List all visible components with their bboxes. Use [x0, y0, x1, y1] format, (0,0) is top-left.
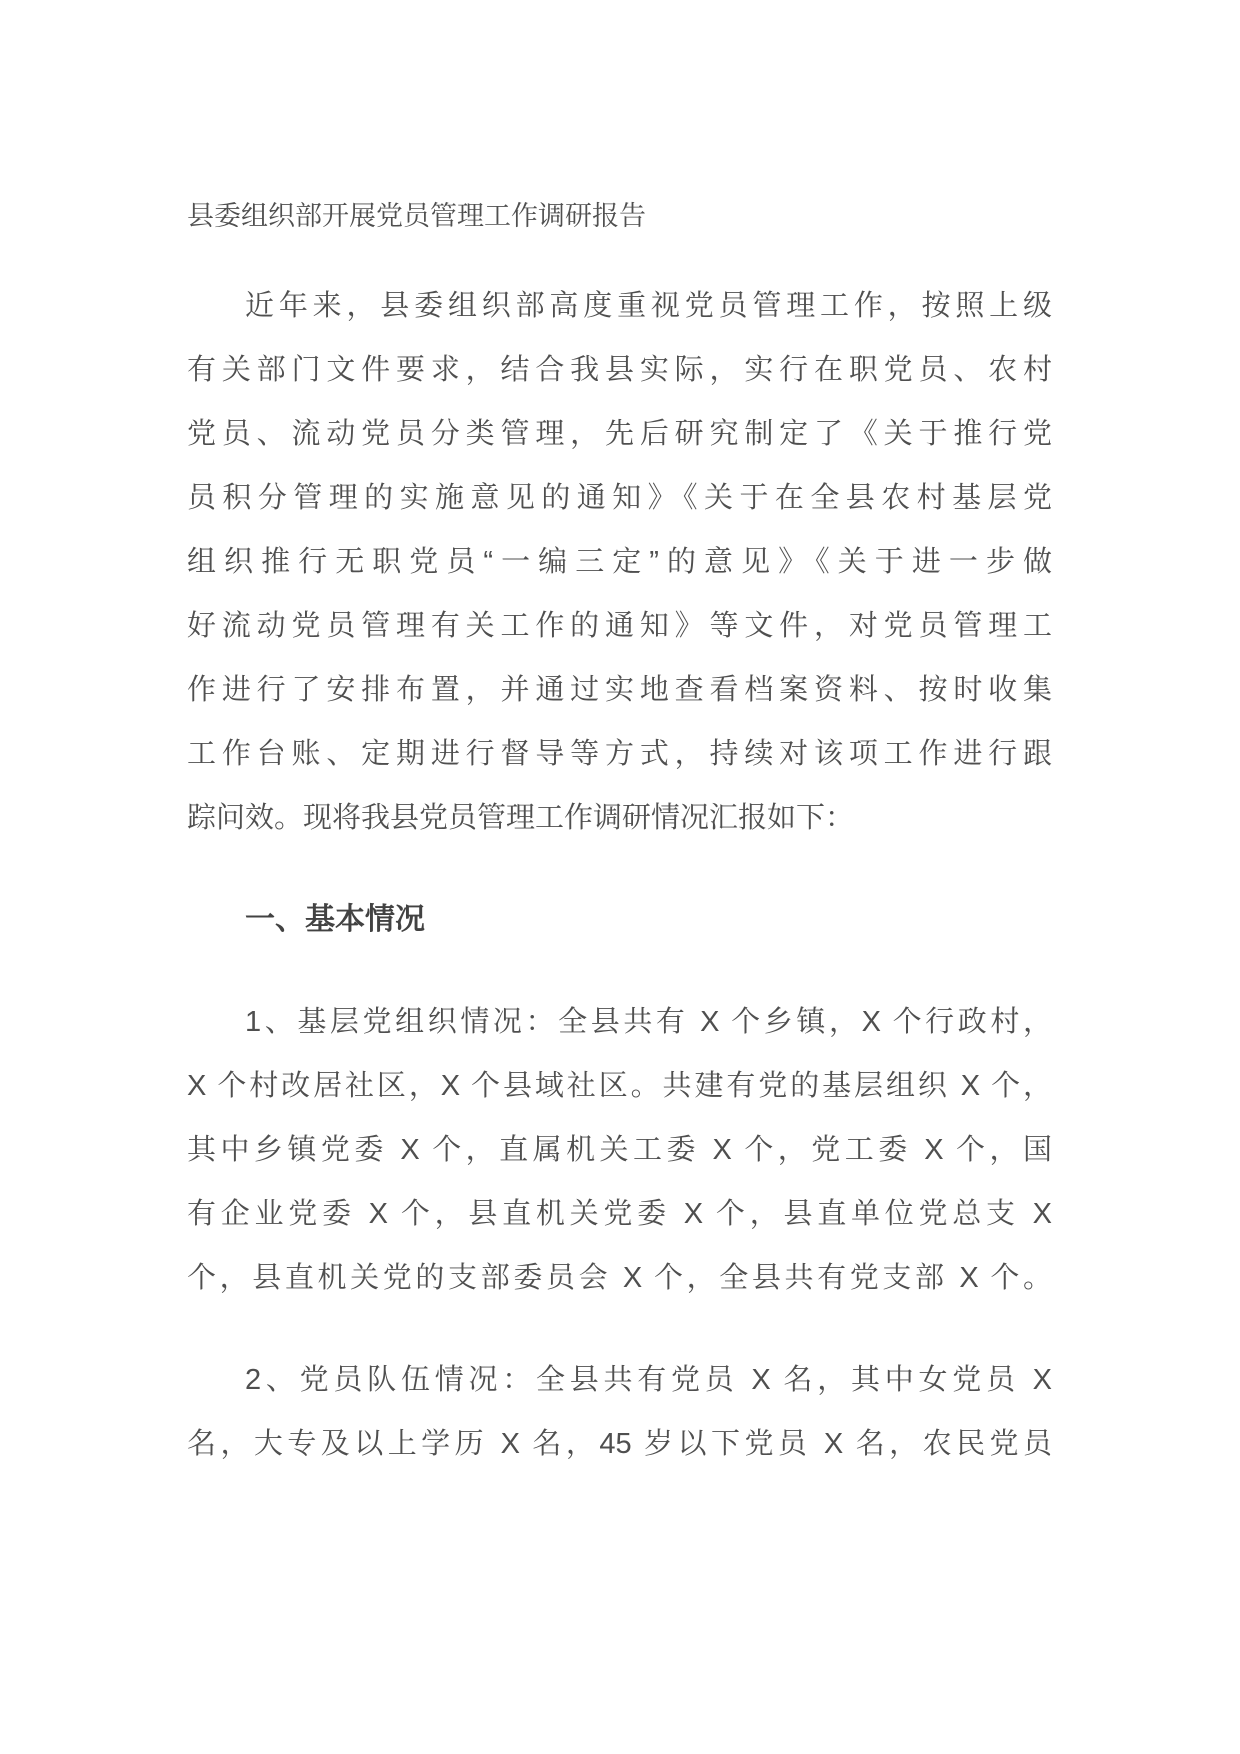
text-line: 有关部门文件要求，结合我县实际，实行在职党员、农村: [187, 354, 1052, 386]
text-line: 组织推行无职党员“一编三定”的意见》《关于进一步做: [187, 546, 1052, 578]
text-line: 其中乡镇党委 X 个，直属机关工委 X 个，党工委 X 个，国: [187, 1134, 1052, 1166]
section-heading-basic-situation: 一、基本情况: [245, 903, 425, 936]
text-line: 1、基层党组织情况：全县共有 X 个乡镇，X 个行政村，: [245, 1006, 1052, 1038]
text-line: 作进行了安排布置，并通过实地查看档案资料、按时收集: [187, 674, 1052, 706]
text-line: 2、党员队伍情况：全县共有党员 X 名，其中女党员 X: [245, 1364, 1052, 1396]
paragraph-party-members: [187, 1348, 1052, 1476]
paragraph-party-organizations: [187, 990, 1052, 1310]
text-line: 党员、流动党员分类管理，先后研究制定了《关于推行党: [187, 418, 1052, 450]
text-line: 有企业党委 X 个，县直机关党委 X 个，县直单位党总支 X: [187, 1198, 1052, 1230]
document-title: 县委组织部开展党员管理工作调研报告: [187, 201, 646, 231]
paragraph-intro: [187, 274, 1052, 850]
text-line: 好流动党员管理有关工作的通知》等文件，对党员管理工: [187, 610, 1052, 642]
text-line: X 个村改居社区，X 个县域社区。共建有党的基层组织 X 个，: [187, 1070, 1052, 1102]
text-line: 个，县直机关党的支部委员会 X 个，全县共有党支部 X 个。: [187, 1262, 1052, 1294]
text-line: 员积分管理的实施意见的通知》《关于在全县农村基层党: [187, 482, 1052, 514]
text-line: 近年来，县委组织部高度重视党员管理工作，按照上级: [245, 290, 1052, 322]
text-line: 踪问效。现将我县党员管理工作调研情况汇报如下：: [187, 802, 855, 834]
text-line: 名，大专及以上学历 X 名，45 岁以下党员 X 名，农民党员: [187, 1428, 1052, 1460]
text-line: 工作台账、定期进行督导等方式，持续对该项工作进行跟: [187, 738, 1052, 770]
